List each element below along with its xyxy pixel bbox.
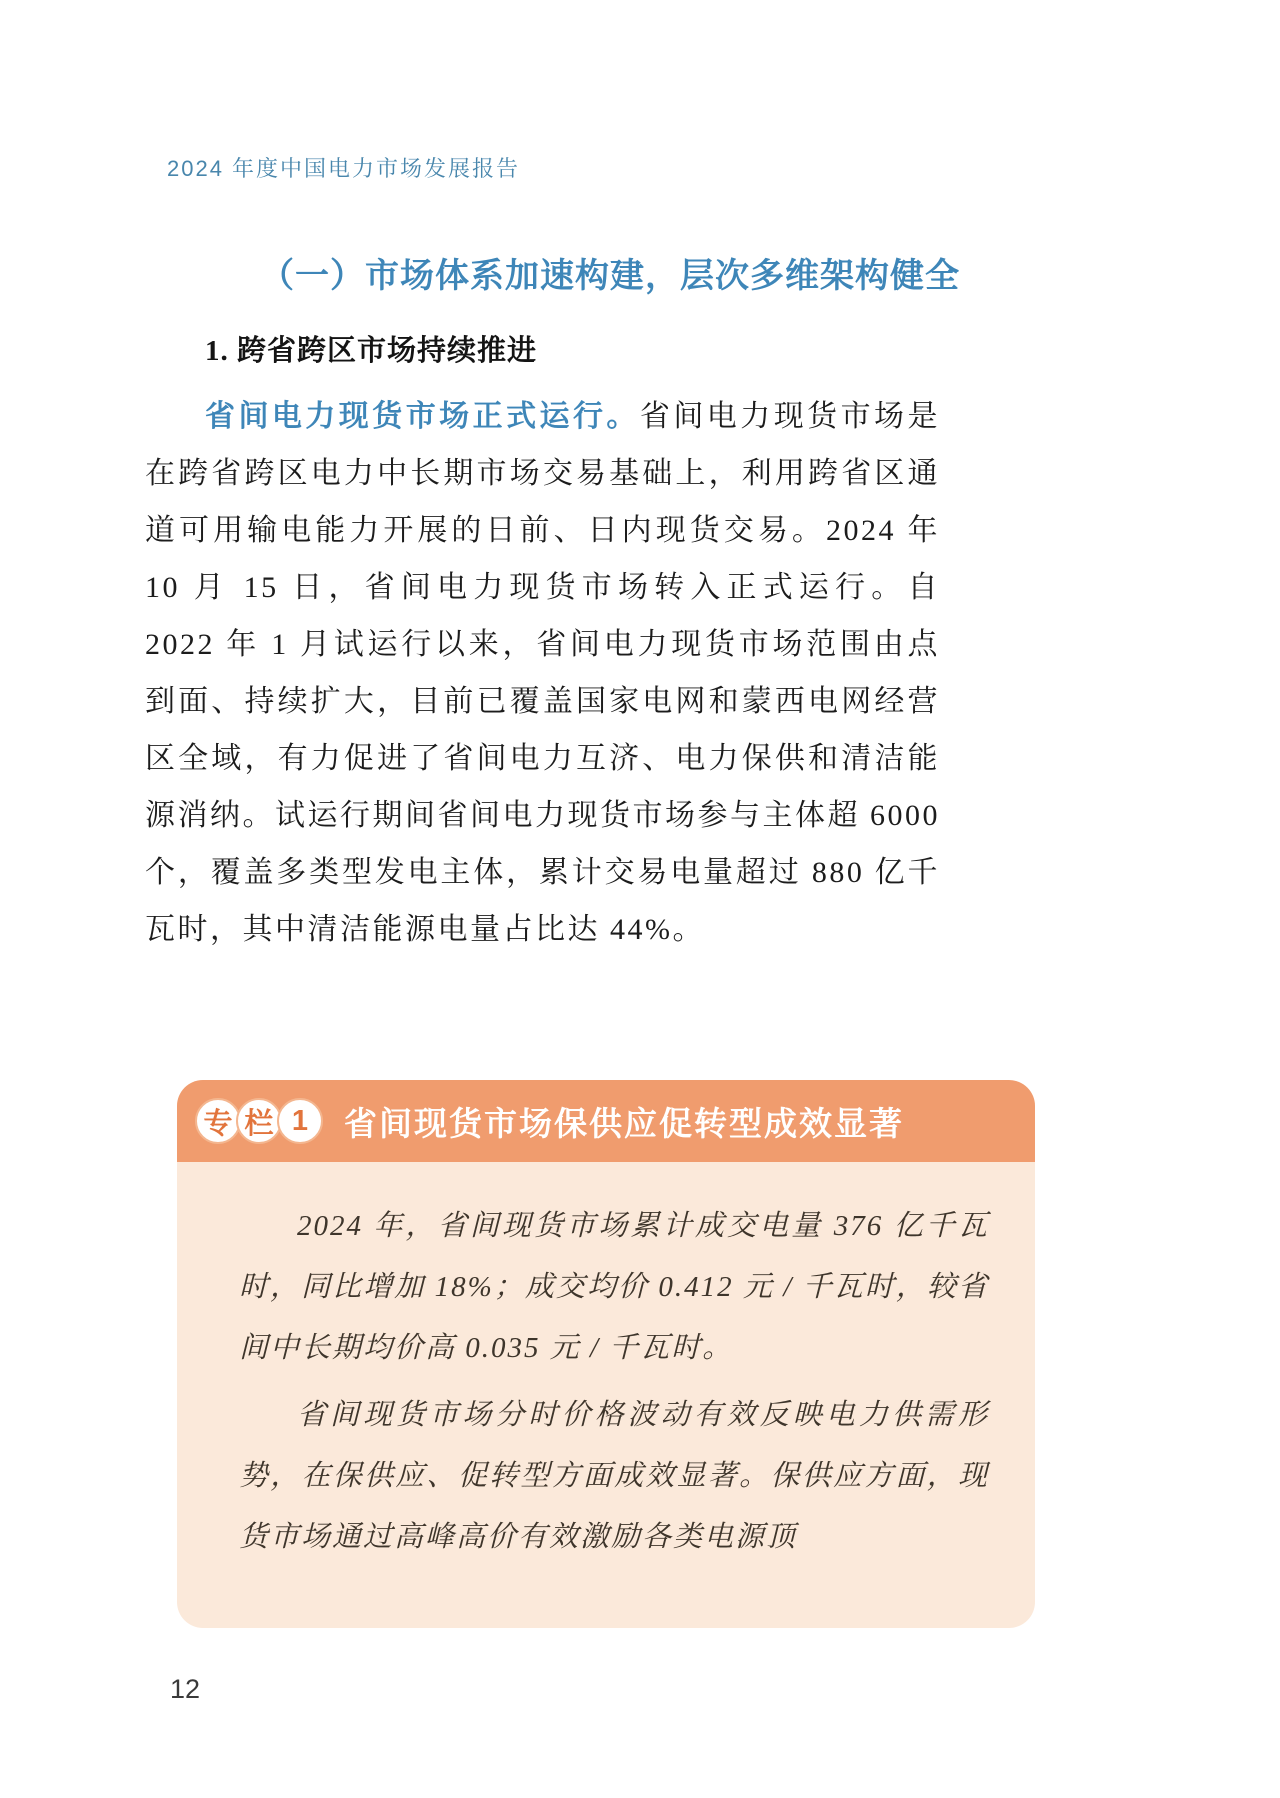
badge-char-lan: 栏 [236,1098,282,1144]
subsection-heading: 1. 跨省跨区市场持续推进 [205,335,538,367]
body-paragraph [145,388,940,958]
callout-body [177,1162,1035,1568]
callout-title: 省间现货市场保供应促转型成效显著 [344,1104,904,1142]
running-header: 2024 年度中国电力市场发展报告 [167,156,521,181]
callout-header [177,1080,1035,1162]
badge-char-zhuan: 专 [195,1098,241,1144]
column-badge [195,1098,318,1144]
section-heading: （一）市场体系加速构建，层次多维架构健全 [260,257,960,295]
paragraph-body-text: 省间电力现货市场是在跨省跨区电力中长期市场交易基础上，利用跨省区通道可用输电能力开展的日前、日内现货交易。2024 年 10 月 15 日，省间电力现货市场转入正式运行。自 2022 年 1 月试运行以来，省间电力现货市场范围由点到面、持续扩大，目前已覆盖国家电网和蒙西电网经营区全域，有力促进了省间电力互济、电力保供和清洁能源消纳。试运行期间省间电力现货市场参与主体超 6000 个，覆盖多类型发电主体，累计交易电量超过 880 亿千瓦时，其中清洁能源电量占比达 44%。 [145,400,941,946]
callout-paragraph: 2024 年，省间现货市场累计成交电量 376 亿千瓦时，同比增加 18%；成交均价 0.412 元 / 千瓦时，较省间中长期均价高 0.035 元 / 千瓦时。 [239,1210,989,1364]
callout-box [177,1080,1035,1628]
page-number: 12 [170,1674,201,1704]
badge-number: 1 [277,1098,323,1144]
paragraph-lead-sentence: 省间电力现货市场正式运行。 [205,400,640,433]
callout-paragraph: 省间现货市场分时价格波动有效反映电力供需形势，在保供应、促转型方面成效显著。保供应方面，现货市场通过高峰高价有效激励各类电源顶 [239,1399,989,1553]
